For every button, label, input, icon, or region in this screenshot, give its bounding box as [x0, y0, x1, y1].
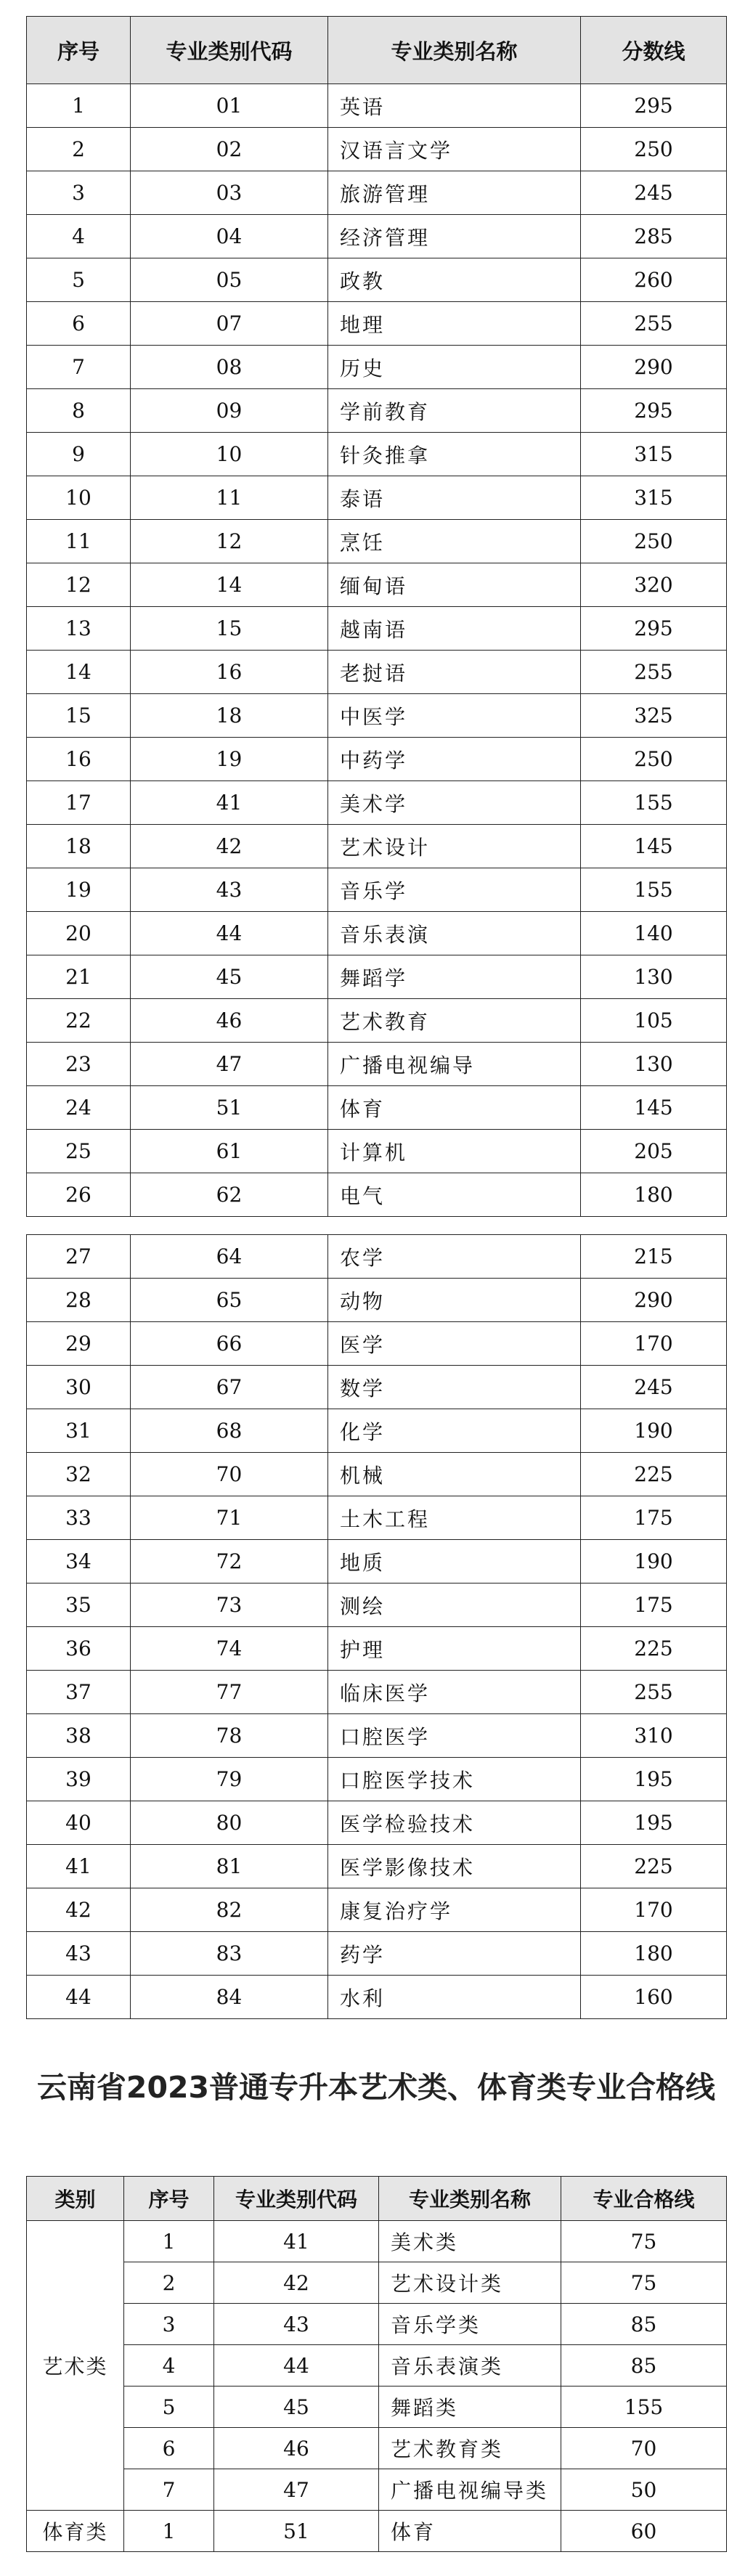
cell-index: 32 [27, 1453, 131, 1496]
cell-index: 27 [27, 1235, 131, 1279]
table-row [27, 1714, 727, 1758]
cell-index: 25 [27, 1130, 131, 1173]
cell-index: 4 [27, 215, 131, 258]
cell-name: 音乐学类 [379, 2304, 561, 2345]
cell-name: 化学 [328, 1409, 581, 1453]
cell-score: 175 [581, 1496, 727, 1540]
cell-code: 47 [214, 2469, 379, 2511]
cell-index: 26 [27, 1173, 131, 1217]
cell-code: 45 [214, 2387, 379, 2428]
cell-score: 75 [561, 2262, 727, 2304]
cell-code: 70 [131, 1453, 328, 1496]
cell-code: 77 [131, 1671, 328, 1714]
cell-score: 260 [581, 258, 727, 302]
cell-name: 音乐表演类 [379, 2345, 561, 2387]
cell-index: 38 [27, 1714, 131, 1758]
cell-score: 85 [561, 2345, 727, 2387]
cell-name: 农学 [328, 1235, 581, 1279]
cell-index: 1 [27, 84, 131, 128]
cell-score: 245 [581, 171, 727, 215]
cell-score: 130 [581, 955, 727, 999]
cell-name: 广播电视编导 [328, 1043, 581, 1086]
cell-score: 195 [581, 1758, 727, 1801]
table-row [27, 2469, 727, 2511]
cell-score: 180 [581, 1932, 727, 1976]
cell-category: 体育类 [27, 2511, 124, 2552]
cell-name: 土木工程 [328, 1496, 581, 1540]
cell-score: 315 [581, 476, 727, 520]
table-row [27, 1932, 727, 1976]
header-name: 专业类别名称 [328, 17, 581, 84]
cell-code: 46 [214, 2428, 379, 2469]
cell-name: 动物 [328, 1279, 581, 1322]
table-row [27, 433, 727, 476]
cell-index: 4 [124, 2345, 214, 2387]
section-title: 云南省2023普通专升本艺术类、体育类专业合格线 [36, 2070, 716, 2105]
cell-index: 35 [27, 1583, 131, 1627]
cell-name: 地理 [328, 302, 581, 346]
table-row [27, 2304, 727, 2345]
cell-index: 18 [27, 825, 131, 868]
table-row [27, 1627, 727, 1671]
cell-score: 130 [581, 1043, 727, 1086]
cell-index: 22 [27, 999, 131, 1043]
cell-name: 机械 [328, 1453, 581, 1496]
cell-score: 105 [581, 999, 727, 1043]
table-row [27, 389, 727, 433]
table-row [27, 1235, 727, 1279]
cell-code: 66 [131, 1322, 328, 1366]
cell-score: 250 [581, 520, 727, 563]
cell-score: 75 [561, 2221, 727, 2262]
cell-code: 82 [131, 1888, 328, 1932]
cell-name: 医学检验技术 [328, 1801, 581, 1845]
table-row [27, 1801, 727, 1845]
table-row [27, 1888, 727, 1932]
table-row [27, 2262, 727, 2304]
table-row [27, 651, 727, 694]
cell-name: 临床医学 [328, 1671, 581, 1714]
cell-code: 02 [131, 128, 328, 171]
cell-index: 12 [27, 563, 131, 607]
table-row [27, 476, 727, 520]
cell-score: 325 [581, 694, 727, 738]
cell-code: 64 [131, 1235, 328, 1279]
cell-name: 体育 [328, 1086, 581, 1130]
cell-code: 67 [131, 1366, 328, 1409]
cell-name: 经济管理 [328, 215, 581, 258]
cell-code: 51 [214, 2511, 379, 2552]
cell-index: 17 [27, 781, 131, 825]
cell-index: 34 [27, 1540, 131, 1583]
cell-name: 缅甸语 [328, 563, 581, 607]
cell-score: 70 [561, 2428, 727, 2469]
cell-name: 数学 [328, 1366, 581, 1409]
table-header-row [27, 17, 727, 84]
cell-index: 44 [27, 1976, 131, 2019]
table-row [27, 346, 727, 389]
cell-score: 160 [581, 1976, 727, 2019]
table-row [27, 868, 727, 912]
table-row [27, 2428, 727, 2469]
table-row [27, 563, 727, 607]
cell-code: 03 [131, 171, 328, 215]
cell-code: 09 [131, 389, 328, 433]
cell-code: 18 [131, 694, 328, 738]
table-row [27, 1322, 727, 1366]
table-row [27, 1976, 727, 2019]
cell-code: 08 [131, 346, 328, 389]
cell-index: 24 [27, 1086, 131, 1130]
table-row [27, 738, 727, 781]
table-row [27, 1540, 727, 1583]
cell-code: 81 [131, 1845, 328, 1888]
cell-name: 体育 [379, 2511, 561, 2552]
cell-score: 145 [581, 1086, 727, 1130]
cell-name: 美术类 [379, 2221, 561, 2262]
cell-score: 180 [581, 1173, 727, 1217]
cell-code: 78 [131, 1714, 328, 1758]
cell-code: 65 [131, 1279, 328, 1322]
cell-name: 越南语 [328, 607, 581, 651]
cell-score: 205 [581, 1130, 727, 1173]
table-row [27, 1583, 727, 1627]
cell-code: 14 [131, 563, 328, 607]
cell-name: 护理 [328, 1627, 581, 1671]
cell-index: 2 [27, 128, 131, 171]
cell-index: 42 [27, 1888, 131, 1932]
header-code: 专业类别代码 [214, 2177, 379, 2221]
cell-index: 11 [27, 520, 131, 563]
cell-name: 艺术设计 [328, 825, 581, 868]
cell-score: 170 [581, 1888, 727, 1932]
header-code: 专业类别代码 [131, 17, 328, 84]
table-row [27, 1409, 727, 1453]
table-row [27, 1453, 727, 1496]
score-table-part2 [26, 1234, 727, 2019]
cell-code: 04 [131, 215, 328, 258]
cell-score: 215 [581, 1235, 727, 1279]
art-sports-table [26, 2176, 727, 2552]
cell-name: 汉语言文学 [328, 128, 581, 171]
cell-index: 23 [27, 1043, 131, 1086]
cell-code: 83 [131, 1932, 328, 1976]
table-row [27, 258, 727, 302]
cell-category: 艺术类 [27, 2221, 124, 2511]
cell-name: 学前教育 [328, 389, 581, 433]
cell-name: 舞蹈类 [379, 2387, 561, 2428]
cell-index: 14 [27, 651, 131, 694]
table-row [27, 128, 727, 171]
cell-name: 舞蹈学 [328, 955, 581, 999]
table-row [27, 825, 727, 868]
table-row [27, 1758, 727, 1801]
cell-name: 烹饪 [328, 520, 581, 563]
cell-score: 295 [581, 389, 727, 433]
table-row [27, 1130, 727, 1173]
cell-index: 40 [27, 1801, 131, 1845]
cell-code: 44 [214, 2345, 379, 2387]
cell-score: 50 [561, 2469, 727, 2511]
cell-name: 老挝语 [328, 651, 581, 694]
cell-name: 康复治疗学 [328, 1888, 581, 1932]
cell-code: 61 [131, 1130, 328, 1173]
cell-score: 285 [581, 215, 727, 258]
table-row [27, 1671, 727, 1714]
cell-index: 5 [27, 258, 131, 302]
table-body [27, 2221, 727, 2552]
cell-index: 9 [27, 433, 131, 476]
cell-index: 7 [27, 346, 131, 389]
cell-score: 255 [581, 1671, 727, 1714]
cell-name: 电气 [328, 1173, 581, 1217]
cell-index: 8 [27, 389, 131, 433]
cell-code: 79 [131, 1758, 328, 1801]
cell-score: 85 [561, 2304, 727, 2345]
header-pass-score: 专业合格线 [561, 2177, 727, 2221]
cell-index: 13 [27, 607, 131, 651]
score-table-part1 [26, 16, 727, 1217]
cell-name: 泰语 [328, 476, 581, 520]
cell-score: 315 [581, 433, 727, 476]
table-row [27, 694, 727, 738]
cell-score: 320 [581, 563, 727, 607]
cell-score: 295 [581, 607, 727, 651]
cell-score: 145 [581, 825, 727, 868]
cell-index: 43 [27, 1932, 131, 1976]
table-row [27, 1086, 727, 1130]
cell-index: 10 [27, 476, 131, 520]
table-row [27, 999, 727, 1043]
cell-index: 3 [27, 171, 131, 215]
table-row [27, 912, 727, 955]
cell-code: 15 [131, 607, 328, 651]
table-row [27, 781, 727, 825]
cell-index: 33 [27, 1496, 131, 1540]
cell-index: 3 [124, 2304, 214, 2345]
table-row [27, 2511, 727, 2552]
cell-code: 74 [131, 1627, 328, 1671]
table-row [27, 1366, 727, 1409]
cell-name: 计算机 [328, 1130, 581, 1173]
cell-name: 音乐学 [328, 868, 581, 912]
table-row [27, 302, 727, 346]
cell-score: 225 [581, 1453, 727, 1496]
table-body [27, 1235, 727, 2019]
cell-score: 155 [561, 2387, 727, 2428]
cell-score: 255 [581, 651, 727, 694]
cell-name: 口腔医学 [328, 1714, 581, 1758]
cell-score: 225 [581, 1845, 727, 1888]
cell-code: 16 [131, 651, 328, 694]
cell-code: 43 [131, 868, 328, 912]
table-row [27, 1279, 727, 1322]
table-row [27, 84, 727, 128]
cell-code: 72 [131, 1540, 328, 1583]
cell-name: 医学影像技术 [328, 1845, 581, 1888]
table-row [27, 2387, 727, 2428]
cell-code: 73 [131, 1583, 328, 1627]
cell-code: 45 [131, 955, 328, 999]
cell-code: 12 [131, 520, 328, 563]
header-score: 分数线 [581, 17, 727, 84]
cell-code: 41 [131, 781, 328, 825]
cell-name: 中医学 [328, 694, 581, 738]
cell-index: 6 [27, 302, 131, 346]
cell-name: 中药学 [328, 738, 581, 781]
cell-code: 47 [131, 1043, 328, 1086]
cell-score: 175 [581, 1583, 727, 1627]
table-row [27, 1845, 727, 1888]
table-row [27, 2345, 727, 2387]
cell-score: 295 [581, 84, 727, 128]
table-row [27, 1173, 727, 1217]
cell-score: 170 [581, 1322, 727, 1366]
cell-code: 46 [131, 999, 328, 1043]
cell-name: 艺术教育类 [379, 2428, 561, 2469]
cell-index: 29 [27, 1322, 131, 1366]
table-header-row [27, 2177, 727, 2221]
cell-score: 250 [581, 738, 727, 781]
cell-score: 255 [581, 302, 727, 346]
cell-name: 美术学 [328, 781, 581, 825]
cell-code: 84 [131, 1976, 328, 2019]
cell-name: 水利 [328, 1976, 581, 2019]
cell-index: 20 [27, 912, 131, 955]
table-row [27, 2221, 727, 2262]
cell-index: 5 [124, 2387, 214, 2428]
table-row [27, 171, 727, 215]
cell-score: 245 [581, 1366, 727, 1409]
cell-name: 针灸推拿 [328, 433, 581, 476]
cell-index: 19 [27, 868, 131, 912]
table-body [27, 84, 727, 1217]
cell-name: 医学 [328, 1322, 581, 1366]
cell-name: 艺术教育 [328, 999, 581, 1043]
cell-name: 政教 [328, 258, 581, 302]
cell-code: 71 [131, 1496, 328, 1540]
cell-code: 51 [131, 1086, 328, 1130]
cell-name: 历史 [328, 346, 581, 389]
cell-score: 190 [581, 1409, 727, 1453]
cell-code: 43 [214, 2304, 379, 2345]
cell-name: 英语 [328, 84, 581, 128]
cell-name: 地质 [328, 1540, 581, 1583]
cell-name: 药学 [328, 1932, 581, 1976]
cell-score: 155 [581, 781, 727, 825]
cell-score: 225 [581, 1627, 727, 1671]
cell-code: 42 [214, 2262, 379, 2304]
cell-name: 旅游管理 [328, 171, 581, 215]
cell-score: 290 [581, 1279, 727, 1322]
cell-index: 41 [27, 1845, 131, 1888]
cell-code: 80 [131, 1801, 328, 1845]
cell-code: 11 [131, 476, 328, 520]
cell-name: 音乐表演 [328, 912, 581, 955]
table-row [27, 955, 727, 999]
header-index: 序号 [27, 17, 131, 84]
cell-index: 1 [124, 2511, 214, 2552]
table-row [27, 607, 727, 651]
cell-code: 41 [214, 2221, 379, 2262]
header-category: 类别 [27, 2177, 124, 2221]
cell-code: 68 [131, 1409, 328, 1453]
cell-index: 30 [27, 1366, 131, 1409]
table-row [27, 1496, 727, 1540]
header-name: 专业类别名称 [379, 2177, 561, 2221]
cell-code: 44 [131, 912, 328, 955]
cell-name: 口腔医学技术 [328, 1758, 581, 1801]
cell-index: 6 [124, 2428, 214, 2469]
cell-code: 10 [131, 433, 328, 476]
header-index: 序号 [124, 2177, 214, 2221]
cell-code: 42 [131, 825, 328, 868]
table-row [27, 215, 727, 258]
cell-name: 测绘 [328, 1583, 581, 1627]
cell-score: 155 [581, 868, 727, 912]
cell-code: 05 [131, 258, 328, 302]
cell-index: 7 [124, 2469, 214, 2511]
table-row [27, 520, 727, 563]
cell-index: 16 [27, 738, 131, 781]
cell-score: 140 [581, 912, 727, 955]
cell-score: 290 [581, 346, 727, 389]
table-row [27, 1043, 727, 1086]
cell-name: 广播电视编导类 [379, 2469, 561, 2511]
cell-index: 21 [27, 955, 131, 999]
cell-index: 2 [124, 2262, 214, 2304]
cell-score: 60 [561, 2511, 727, 2552]
cell-code: 62 [131, 1173, 328, 1217]
cell-code: 19 [131, 738, 328, 781]
cell-code: 01 [131, 84, 328, 128]
cell-score: 195 [581, 1801, 727, 1845]
cell-score: 310 [581, 1714, 727, 1758]
cell-index: 37 [27, 1671, 131, 1714]
cell-index: 15 [27, 694, 131, 738]
cell-index: 28 [27, 1279, 131, 1322]
cell-index: 31 [27, 1409, 131, 1453]
cell-score: 250 [581, 128, 727, 171]
cell-code: 07 [131, 302, 328, 346]
cell-index: 1 [124, 2221, 214, 2262]
cell-index: 39 [27, 1758, 131, 1801]
cell-index: 36 [27, 1627, 131, 1671]
cell-name: 艺术设计类 [379, 2262, 561, 2304]
cell-score: 190 [581, 1540, 727, 1583]
